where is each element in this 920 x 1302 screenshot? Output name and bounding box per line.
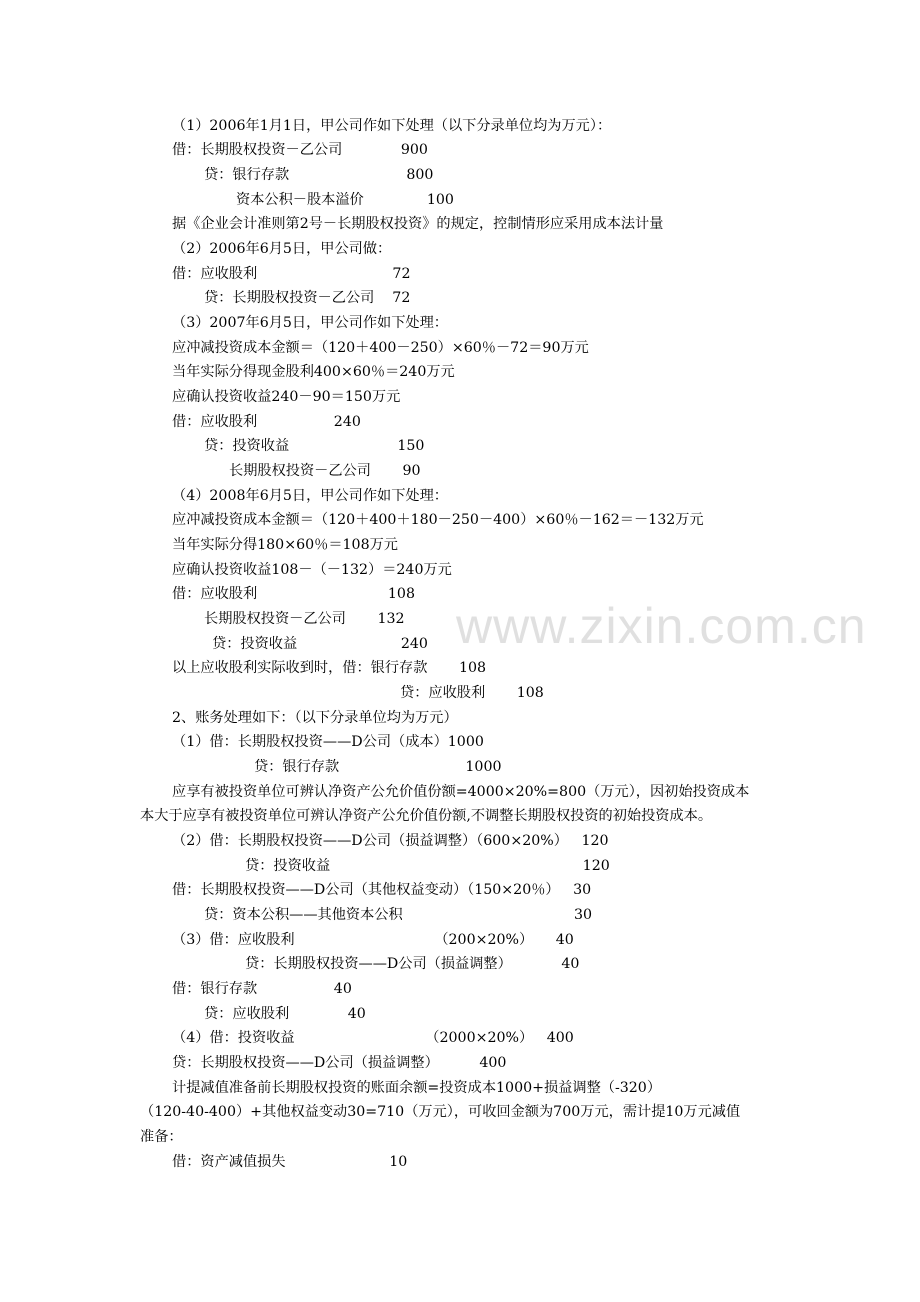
text-line: 本大于应享有被投资单位可辨认净资产公允价值份额,不调整长期股权投资的初始投资成本。 [140,808,713,824]
text-line: 当年实际分得现金股利400×60％＝240万元 [172,364,455,380]
text-line: 贷：投资收益 150 [204,438,425,454]
text-line: （2）借：长期股权投资——D公司（损益调整）（600×20%） 120 [172,833,609,849]
text-line: 借：应收股利 72 [172,266,411,282]
text-line: （4）2008年6月5日，甲公司作如下处理： [172,488,448,504]
text-line: 贷：投资收益 240 [212,636,428,652]
text-line: 借：应收股利 240 [172,414,361,430]
text-line: 当年实际分得180×60％＝108万元 [172,537,398,553]
text-line: 以上应收股利实际收到时，借：银行存款 108 [172,660,487,676]
text-line: （3）2007年6月5日，甲公司作如下处理： [172,315,448,331]
text-line: （1）借：长期股权投资——D公司（成本）1000 [172,734,484,750]
text-line: 计提减值准备前长期股权投资的账面余额=投资成本1000+损益调整（-320） [172,1080,662,1096]
text-line: 借：银行存款 40 [172,981,352,997]
text-line: 应冲减投资成本金额＝（120＋400＋180－250－400）×60％－162＝－132万元 [172,512,704,528]
text-line: 贷：银行存款 800 [204,167,434,183]
text-line: 贷：长期股权投资——D公司（损益调整） 40 [245,956,580,972]
text-line: 贷：投资收益 120 [245,858,610,874]
watermark: www.zixin.com.cn [456,598,867,654]
text-line: 应冲减投资成本金额＝（120＋400－250）×60％－72＝90万元 [172,340,589,356]
text-line: （1）2006年1月1日，甲公司作如下处理（以下分录单位均为万元）： [172,118,612,134]
text-line: 应享有被投资单位可辨认净资产公允价值份额=4000×20%=800（万元），因初始投资成本 [172,784,750,800]
text-line: 借：资产减值损失 10 [172,1154,408,1170]
text-line: 借：长期股权投资——D公司（其他权益变动）（150×20％） 30 [172,882,592,898]
text-line: 应确认投资收益240－90＝150万元 [172,389,401,405]
text-line: 贷：银行存款 1000 [254,759,502,775]
text-line: （4）借：投资收益 （2000×20%） 400 [172,1030,574,1046]
text-line: 贷：长期股权投资－乙公司 72 [204,290,411,306]
text-line: 2、账务处理如下：（以下分录单位均为万元） [172,710,458,726]
text-line: 资本公积－股本溢价 100 [236,192,454,208]
text-line: 据《企业会计准则第2号－长期股权投资》的规定，控制情形应采用成本法计量 [172,216,664,232]
text-line: 长期股权投资－乙公司 132 [204,611,405,627]
text-line: 贷：长期股权投资——D公司（损益调整） 400 [172,1055,507,1071]
text-line: （3）借：应收股利 （200×20%） 40 [172,932,574,948]
text-line: 长期股权投资－乙公司 90 [229,463,421,479]
text-line: 贷：应收股利 108 [400,685,544,701]
text-line: 应确认投资收益108－（－132）＝240万元 [172,562,452,578]
text-line: 准备： [140,1129,183,1145]
text-line: 贷：应收股利 40 [204,1006,366,1022]
text-line: 贷：资本公积——其他资本公积 30 [204,907,593,923]
text-line: （120-40-400）+其他权益变动30=710（万元），可收回金额为700万元，需计提10万元减值 [140,1104,741,1120]
text-line: 借：长期股权投资－乙公司 900 [172,142,428,158]
text-line: （2）2006年6月5日，甲公司做： [172,241,392,257]
text-line: 借：应收股利 108 [172,586,415,602]
